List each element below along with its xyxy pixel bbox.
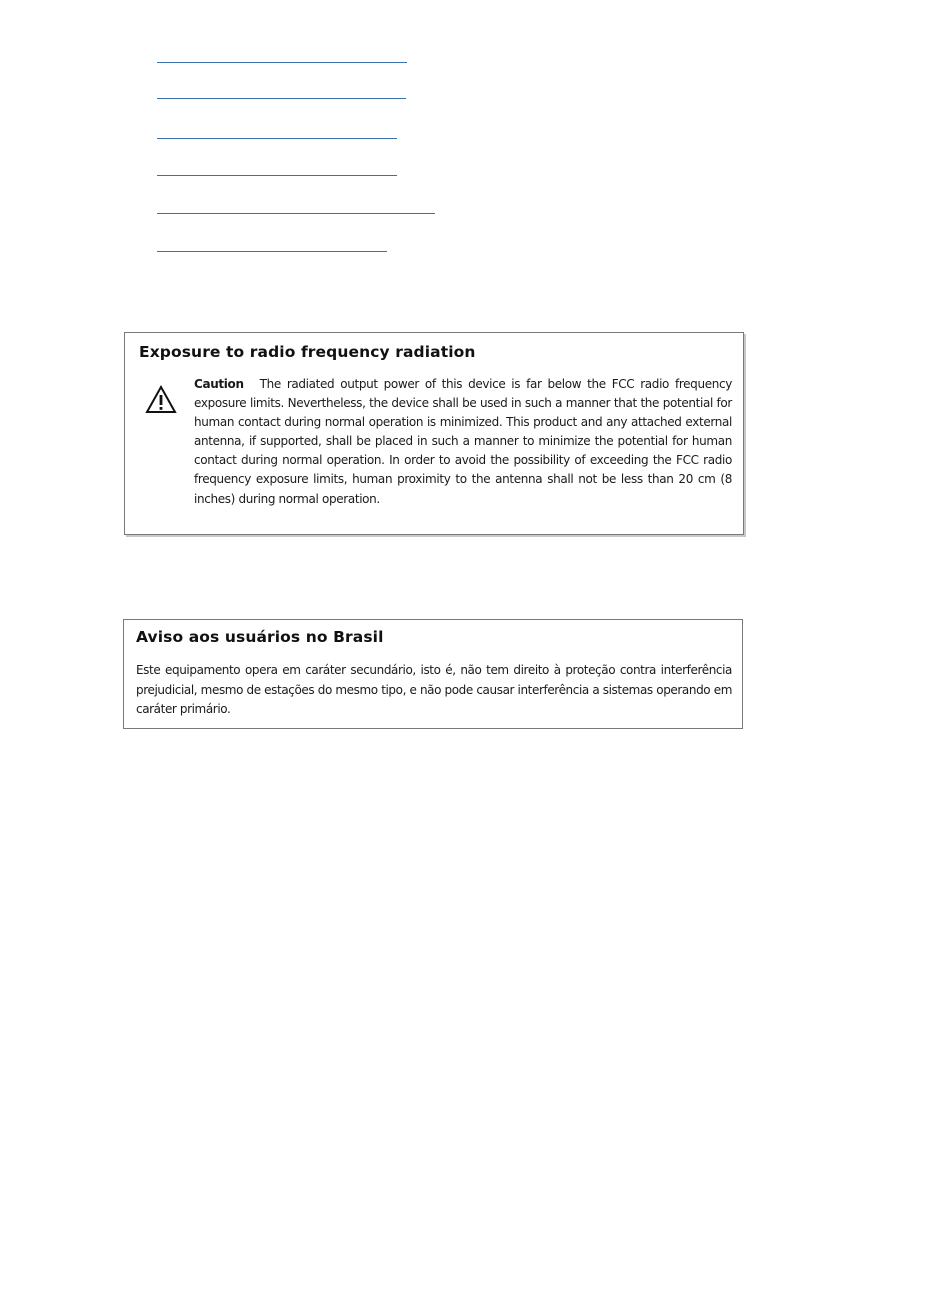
warning-triangle-icon: [145, 385, 177, 415]
caution-body: The radiated output power of this device is far below the FCC radio frequency exposure limits. Nevertheless, the device shall be used in such a manner that the potential for human contact during normal operation is minimized. This product and any attached external antenna, if supported, shall be placed in such a manner to minimize the potential for human contact during normal operation. In order to avoid the possibility of exceeding the FCC radio frequency exposure limits, human proximity to the antenna shall not be less than 20 cm (8 inches) during normal operation.: [194, 377, 732, 506]
caution-label: Caution: [194, 377, 244, 391]
link-underline[interactable]: [157, 98, 406, 99]
link-underline[interactable]: [157, 175, 397, 176]
caution-paragraph: [194, 375, 732, 509]
brasil-notice-box: [123, 619, 743, 729]
link-underline[interactable]: [157, 62, 407, 63]
exposure-notice-box: [124, 332, 744, 535]
brasil-notice-body: Este equipamento opera em caráter secundário, isto é, não tem direito à proteção contra interferência prejudicial, mesmo de estações do mesmo tipo, e não pode causar interferência a sistemas operando em caráter primário.: [136, 663, 732, 716]
link-underline[interactable]: [157, 251, 387, 252]
brasil-notice-title: Aviso aos usuários no Brasil: [136, 628, 384, 646]
link-underline[interactable]: [157, 213, 435, 214]
exposure-notice-title: Exposure to radio frequency radiation: [139, 343, 476, 361]
link-underline[interactable]: [157, 138, 397, 139]
